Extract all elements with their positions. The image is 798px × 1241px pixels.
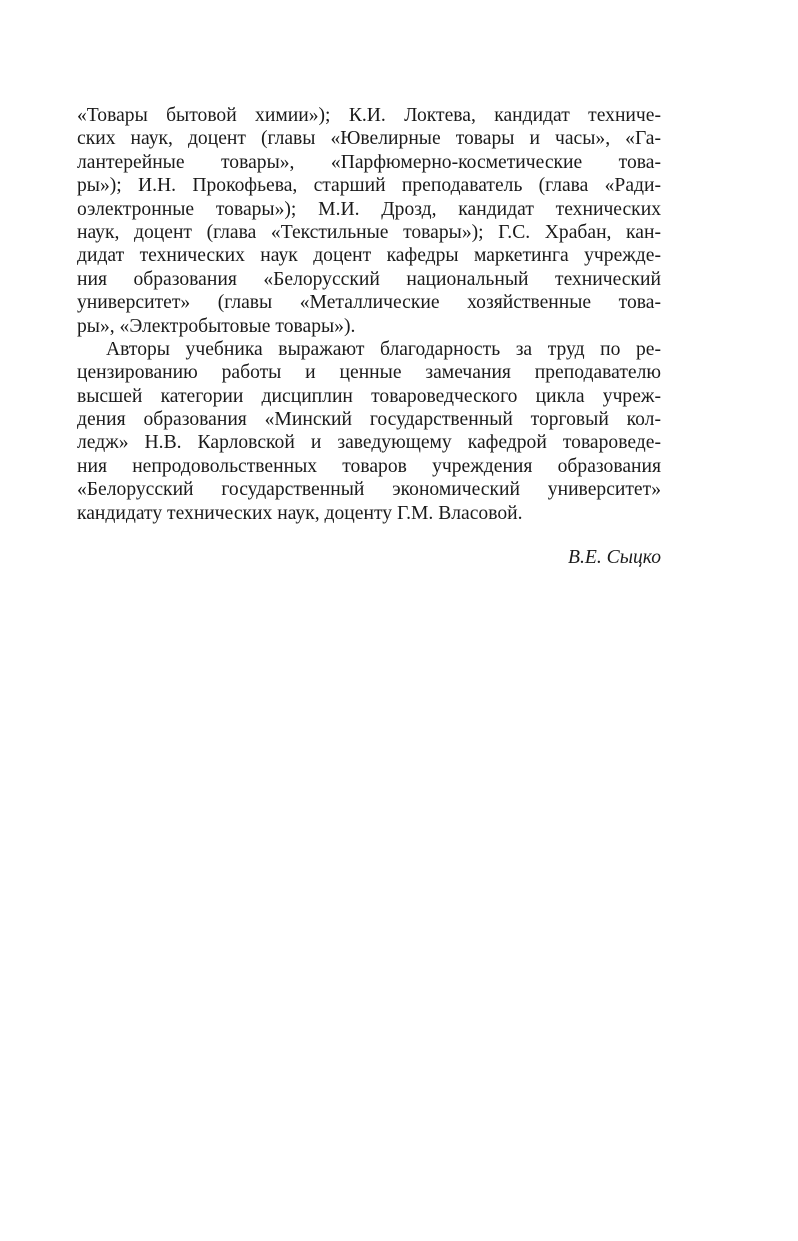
text-line: наук, доцент (глава «Текстильные товары»); Г.С. Храбан, кан- xyxy=(77,221,661,243)
text-line: ских наук, доцент (главы «Ювелирные товары и часы», «Га- xyxy=(77,128,661,150)
text-line: лантерейные товары», «Парфюмерно-косметические това- xyxy=(77,151,661,173)
text-line: Авторы учебника выражают благодарность за труд по ре- xyxy=(106,338,661,360)
text-line: дения образования «Минский государственный торговый кол- xyxy=(77,409,661,431)
paragraph-acknowledgements xyxy=(77,338,661,525)
text-line: кандидату технических наук, доценту Г.М. Власовой. xyxy=(77,502,523,524)
text-line: цензированию работы и ценные замечания преподавателю xyxy=(77,362,661,384)
text-line: ледж» Н.В. Карловской и заведующему кафедрой товароведе- xyxy=(77,432,661,454)
text-line: высшей категории дисциплин товароведческого цикла учреж- xyxy=(77,385,661,407)
text-line: ния образования «Белорусский национальный технический xyxy=(77,268,661,290)
text-line: оэлектронные товары»); М.И. Дрозд, кандидат технических xyxy=(77,198,661,220)
document-page xyxy=(77,104,661,570)
text-line: ры»); И.Н. Прокофьева, старший преподаватель (глава «Ради- xyxy=(77,175,661,197)
text-line: университет» (главы «Металлические хозяйственные това- xyxy=(77,292,661,314)
text-line: «Белорусский государственный экономический университет» xyxy=(77,479,661,501)
text-line: «Товары бытовой химии»); К.И. Локтева, кандидат техниче- xyxy=(77,105,661,126)
text-line: ния непродовольственных товаров учреждения образования xyxy=(77,455,661,477)
text-line: дидат технических наук доцент кафедры маркетинга учрежде- xyxy=(77,245,661,267)
author-signature: В.Е. Сыцко xyxy=(568,547,661,569)
text-line: ры», «Электробытовые товары»). xyxy=(77,315,356,337)
paragraph-authors xyxy=(77,104,661,338)
